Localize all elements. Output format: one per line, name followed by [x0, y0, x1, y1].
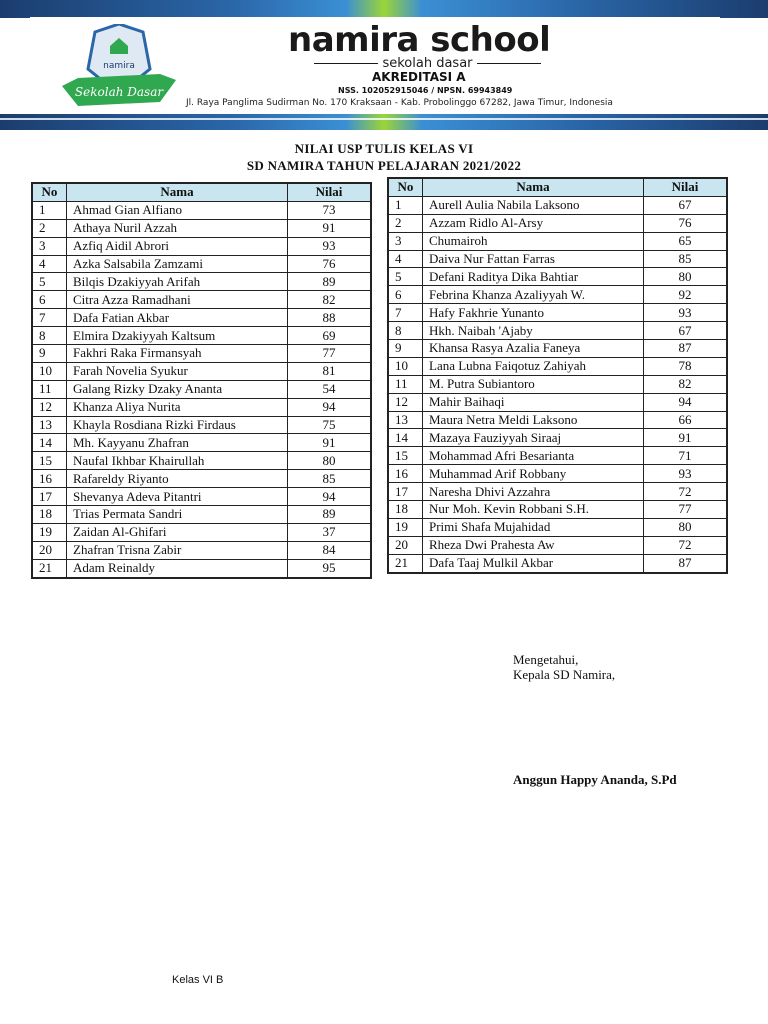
cell-name: Dafa Taaj Mulkil Akbar — [423, 554, 644, 572]
table-header-row — [388, 178, 727, 196]
cell-name: Azfiq Aidil Abrori — [67, 237, 288, 255]
logo-banner-text: Sekolah Dasar — [74, 85, 164, 99]
table-row — [388, 536, 727, 554]
cell-no: 11 — [32, 380, 67, 398]
cell-name: Naresha Dhivi Azzahra — [423, 483, 644, 501]
cell-no: 3 — [32, 237, 67, 255]
cell-score: 82 — [644, 375, 728, 393]
cell-no: 3 — [388, 232, 423, 250]
cell-score: 94 — [288, 488, 372, 506]
table-body-right — [388, 196, 727, 572]
table-row — [32, 273, 371, 291]
cell-no: 20 — [388, 536, 423, 554]
cell-name: Mazaya Fauziyyah Siraaj — [423, 429, 644, 447]
cell-score: 76 — [288, 255, 372, 273]
cell-no: 1 — [32, 201, 67, 219]
table-row — [388, 250, 727, 268]
school-address: Jl. Raya Panglima Sudirman No. 170 Kraksaan - Kab. Probolinggo 67282, Jawa Timur, Indonesia — [186, 98, 613, 108]
header-bottom-band — [0, 114, 768, 130]
cell-name: Primi Shafa Mujahidad — [423, 518, 644, 536]
cell-name: Lana Lubna Faiqotuz Zahiyah — [423, 357, 644, 375]
cell-score: 54 — [288, 380, 372, 398]
table-row — [32, 398, 371, 416]
cell-score: 65 — [644, 232, 728, 250]
cell-score: 94 — [288, 398, 372, 416]
cell-name: Zhafran Trisna Zabir — [67, 541, 288, 559]
cell-score: 87 — [644, 340, 728, 358]
cell-name: Nur Moh. Kevin Robbani S.H. — [423, 501, 644, 519]
table-row — [32, 434, 371, 452]
cell-name: Defani Raditya Dika Bahtiar — [423, 268, 644, 286]
cell-name: Naufal Ikhbar Khairullah — [67, 452, 288, 470]
table-row — [32, 452, 371, 470]
cell-no: 21 — [388, 554, 423, 572]
table-row — [388, 196, 727, 214]
column-header-no: No — [32, 183, 67, 201]
header-top-line — [30, 17, 720, 19]
cell-no: 14 — [32, 434, 67, 452]
cell-no: 14 — [388, 429, 423, 447]
cell-no: 6 — [388, 286, 423, 304]
accreditation: AKREDITASI A — [372, 70, 466, 84]
cell-score: 87 — [644, 554, 728, 572]
cell-name: Mh. Kayyanu Zhafran — [67, 434, 288, 452]
cell-no: 6 — [32, 291, 67, 309]
cell-no: 8 — [32, 327, 67, 345]
table-row — [388, 232, 727, 250]
table-row — [388, 447, 727, 465]
cell-score: 88 — [288, 309, 372, 327]
cell-name: M. Putra Subiantoro — [423, 375, 644, 393]
column-header-name: Nama — [423, 178, 644, 196]
cell-name: Mahir Baihaqi — [423, 393, 644, 411]
cell-name: Zaidan Al-Ghifari — [67, 523, 288, 541]
cell-name: Trias Permata Sandri — [67, 506, 288, 524]
table-row — [388, 393, 727, 411]
header-top-band — [0, 0, 768, 18]
table-row — [32, 309, 371, 327]
cell-name: Elmira Dzakiyyah Kaltsum — [67, 327, 288, 345]
document-title: NILAI USP TULIS KELAS VI — [294, 141, 474, 156]
cell-no: 15 — [32, 452, 67, 470]
cell-name: Citra Azza Ramadhani — [67, 291, 288, 309]
cell-name: Azzam Ridlo Al-Arsy — [423, 214, 644, 232]
cell-no: 11 — [388, 375, 423, 393]
table-row — [32, 523, 371, 541]
signature-title: Kepala SD Namira, — [513, 667, 616, 682]
cell-no: 10 — [388, 357, 423, 375]
cell-no: 19 — [388, 518, 423, 536]
cell-score: 76 — [644, 214, 728, 232]
logo-top-text: namira — [103, 61, 135, 71]
cell-no: 5 — [388, 268, 423, 286]
cell-no: 18 — [32, 506, 67, 524]
cell-name: Farah Novelia Syukur — [67, 362, 288, 380]
cell-no: 13 — [32, 416, 67, 434]
table-row — [32, 362, 371, 380]
table-row — [388, 554, 727, 572]
cell-no: 21 — [32, 559, 67, 577]
cell-score: 91 — [288, 219, 372, 237]
cell-name: Dafa Fatian Akbar — [67, 309, 288, 327]
table-body-left — [32, 201, 371, 577]
cell-name: Fakhri Raka Firmansyah — [67, 345, 288, 363]
cell-no: 15 — [388, 447, 423, 465]
table-row — [388, 268, 727, 286]
table-row — [32, 255, 371, 273]
cell-score: 81 — [288, 362, 372, 380]
cell-name: Mohammad Afri Besarianta — [423, 447, 644, 465]
cell-name: Athaya Nuril Azzah — [67, 219, 288, 237]
cell-score: 66 — [644, 411, 728, 429]
cell-score: 95 — [288, 559, 372, 577]
cell-no: 19 — [32, 523, 67, 541]
cell-no: 4 — [388, 250, 423, 268]
table-row — [32, 506, 371, 524]
cell-score: 72 — [644, 483, 728, 501]
cell-no: 2 — [388, 214, 423, 232]
school-name: namira school — [288, 20, 551, 60]
cell-score: 82 — [288, 291, 372, 309]
cell-score: 80 — [644, 518, 728, 536]
column-header-name: Nama — [67, 183, 288, 201]
cell-score: 85 — [644, 250, 728, 268]
footer-class-label: Kelas VI B — [172, 974, 224, 986]
table-row — [32, 291, 371, 309]
cell-score: 72 — [644, 536, 728, 554]
table-row — [388, 357, 727, 375]
table-row — [32, 416, 371, 434]
table-row — [32, 559, 371, 577]
cell-name: Chumairoh — [423, 232, 644, 250]
cell-name: Aurell Aulia Nabila Laksono — [423, 196, 644, 214]
table-row — [32, 219, 371, 237]
document-subtitle: SD NAMIRA TAHUN PELAJARAN 2021/2022 — [246, 158, 522, 173]
table-row — [32, 488, 371, 506]
cell-score: 80 — [288, 452, 372, 470]
cell-name: Rafareldy Riyanto — [67, 470, 288, 488]
cell-no: 16 — [388, 465, 423, 483]
cell-score: 77 — [288, 345, 372, 363]
cell-score: 78 — [644, 357, 728, 375]
cell-name: Rheza Dwi Prahesta Aw — [423, 536, 644, 554]
table-row — [388, 483, 727, 501]
cell-score: 93 — [644, 304, 728, 322]
table-row — [388, 322, 727, 340]
table-row — [388, 214, 727, 232]
cell-score: 77 — [644, 501, 728, 519]
cell-name: Daiva Nur Fattan Farras — [423, 250, 644, 268]
cell-score: 80 — [644, 268, 728, 286]
nss-npsn: NSS. 102052915046 / NPSN. 69943849 — [338, 86, 513, 95]
cell-no: 20 — [32, 541, 67, 559]
signature-name: Anggun Happy Ananda, S.Pd — [513, 772, 677, 787]
table-row — [32, 380, 371, 398]
column-header-score: Nilai — [288, 183, 372, 201]
cell-name: Adam Reinaldy — [67, 559, 288, 577]
cell-name: Galang Rizky Dzaky Ananta — [67, 380, 288, 398]
cell-no: 9 — [32, 345, 67, 363]
table-row — [32, 237, 371, 255]
cell-score: 37 — [288, 523, 372, 541]
cell-name: Khanza Aliya Nurita — [67, 398, 288, 416]
table-row — [32, 327, 371, 345]
header-bottom-line — [0, 118, 768, 120]
column-header-score: Nilai — [644, 178, 728, 196]
table-row — [388, 304, 727, 322]
cell-score: 92 — [644, 286, 728, 304]
cell-no: 7 — [32, 309, 67, 327]
cell-name: Maura Netra Meldi Laksono — [423, 411, 644, 429]
cell-no: 10 — [32, 362, 67, 380]
table-header-row — [32, 183, 371, 201]
school-logo — [60, 24, 178, 112]
signature-acknowledged: Mengetahui, — [513, 652, 579, 667]
cell-name: Bilqis Dzakiyyah Arifah — [67, 273, 288, 291]
cell-no: 5 — [32, 273, 67, 291]
table-row — [388, 286, 727, 304]
table-row — [388, 465, 727, 483]
cell-no: 8 — [388, 322, 423, 340]
cell-score: 91 — [288, 434, 372, 452]
cell-score: 89 — [288, 273, 372, 291]
table-row — [388, 375, 727, 393]
scores-table-right — [387, 177, 728, 574]
table-row — [32, 201, 371, 219]
cell-score: 67 — [644, 322, 728, 340]
cell-score: 84 — [288, 541, 372, 559]
cell-name: Khansa Rasya Azalia Faneya — [423, 340, 644, 358]
cell-no: 4 — [32, 255, 67, 273]
cell-name: Febrina Khanza Azaliyyah W. — [423, 286, 644, 304]
cell-name: Ahmad Gian Alfiano — [67, 201, 288, 219]
subtitle-rule-left — [314, 63, 378, 64]
table-row — [32, 470, 371, 488]
cell-no: 17 — [388, 483, 423, 501]
cell-no: 7 — [388, 304, 423, 322]
cell-score: 93 — [288, 237, 372, 255]
school-subtitle — [300, 56, 555, 71]
cell-score: 67 — [644, 196, 728, 214]
column-header-no: No — [388, 178, 423, 196]
table-row — [32, 541, 371, 559]
table-row — [388, 411, 727, 429]
cell-score: 71 — [644, 447, 728, 465]
cell-no: 9 — [388, 340, 423, 358]
cell-no: 1 — [388, 196, 423, 214]
cell-score: 94 — [644, 393, 728, 411]
cell-name: Shevanya Adeva Pitantri — [67, 488, 288, 506]
cell-score: 75 — [288, 416, 372, 434]
cell-name: Hafy Fakhrie Yunanto — [423, 304, 644, 322]
cell-no: 12 — [32, 398, 67, 416]
cell-name: Muhammad Arif Robbany — [423, 465, 644, 483]
table-row — [388, 501, 727, 519]
table-row — [32, 345, 371, 363]
cell-score: 85 — [288, 470, 372, 488]
table-row — [388, 429, 727, 447]
cell-score: 91 — [644, 429, 728, 447]
cell-no: 13 — [388, 411, 423, 429]
cell-no: 18 — [388, 501, 423, 519]
cell-name: Khayla Rosdiana Rizki Firdaus — [67, 416, 288, 434]
cell-score: 89 — [288, 506, 372, 524]
cell-no: 2 — [32, 219, 67, 237]
cell-name: Hkh. Naibah 'Ajaby — [423, 322, 644, 340]
subtitle-text: sekolah dasar — [382, 56, 473, 71]
scores-table-left — [31, 182, 372, 579]
cell-no: 17 — [32, 488, 67, 506]
cell-no: 16 — [32, 470, 67, 488]
cell-name: Azka Salsabila Zamzami — [67, 255, 288, 273]
cell-no: 12 — [388, 393, 423, 411]
cell-score: 73 — [288, 201, 372, 219]
table-row — [388, 518, 727, 536]
cell-score: 93 — [644, 465, 728, 483]
subtitle-rule-right — [477, 63, 541, 64]
cell-score: 69 — [288, 327, 372, 345]
table-row — [388, 340, 727, 358]
